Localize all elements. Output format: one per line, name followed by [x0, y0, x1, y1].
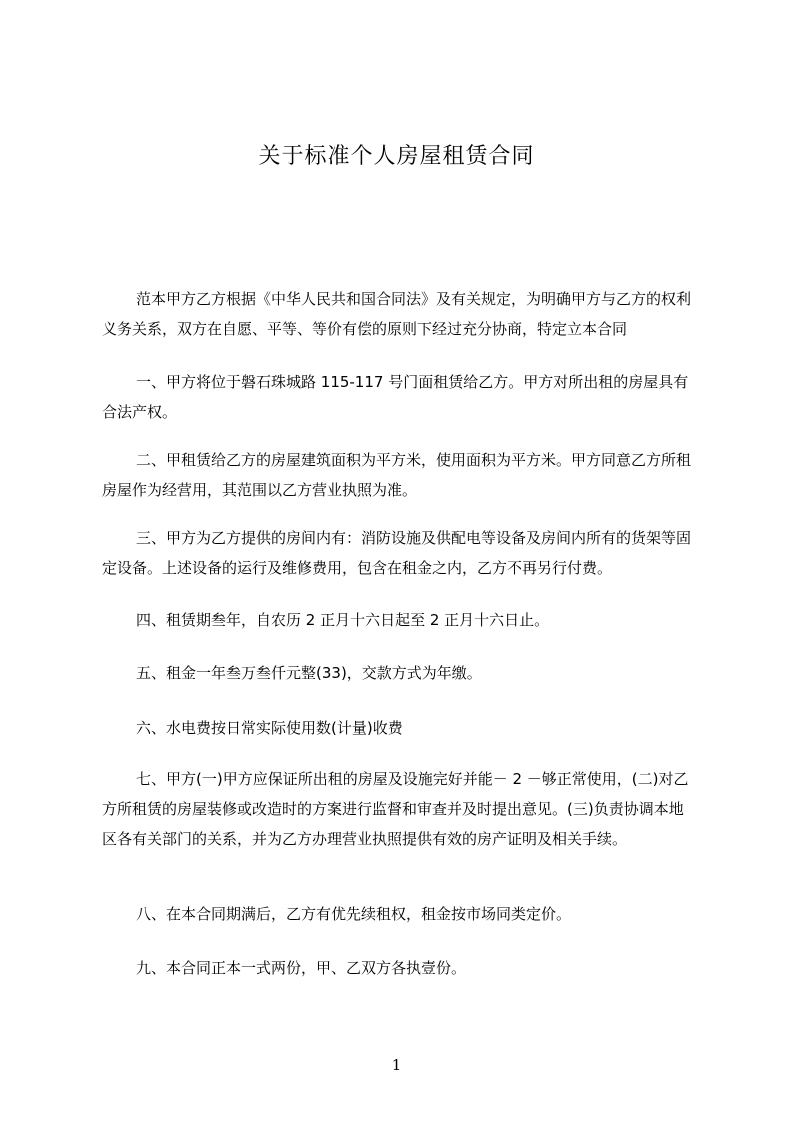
- intro-paragraph: 范本甲方乙方根据《中华人民共和国合同法》及有关规定，为明确甲方与乙方的权利义务关系，双方在自愿、平等、等价有偿的原则下经过充分协商，特定立本合同: [102, 290, 692, 338]
- clause-5: 五、租金一年叁万叁仟元整(33)，交款方式为年缴。: [136, 664, 482, 682]
- clause-3: 三、甲方为乙方提供的房间内有：消防设施及供配电等设备及房间内所有的货架等固定设备。上述设备的运行及维修费用，包含在租金之内，乙方不再另行付费。: [102, 529, 692, 577]
- clause-1: 一、甲方将位于磐石珠城路 115-117 号门面租赁给乙方。甲方对所出租的房屋具有合法产权。: [102, 373, 689, 421]
- clause-8: 八、在本合同期满后，乙方有优先续租权，租金按市场同类定价。: [136, 905, 572, 923]
- document-title: 关于标准个人房屋租赁合同: [258, 144, 535, 169]
- page-number: 1: [391, 1056, 402, 1074]
- clause-4: 四、租赁期叁年，自农历 2 正月十六日起至 2 正月十六日止。: [136, 611, 550, 629]
- clause-2: 二、甲租赁给乙方的房屋建筑面积为平方米，使用面积为平方米。甲方同意乙方所租房屋作为经营用，其范围以乙方营业执照为准。: [102, 451, 692, 499]
- clause-9: 九、本合同正本一式两份，甲、乙双方各执壹份。: [136, 959, 467, 977]
- clause-7: 七、甲方(一)甲方应保证所出租的房屋及设施完好并能－ 2 －够正常使用，(二)对乙方所租赁的房屋装修或改造时的方案进行监督和审查并及时提出意见。(三)负责协调本地区各有关部门的关系，并为乙方办理营业执照提供有效的房产证明及相关手续。: [102, 770, 689, 848]
- clause-6: 六、水电费按日常实际使用数(计量)收费: [136, 719, 403, 737]
